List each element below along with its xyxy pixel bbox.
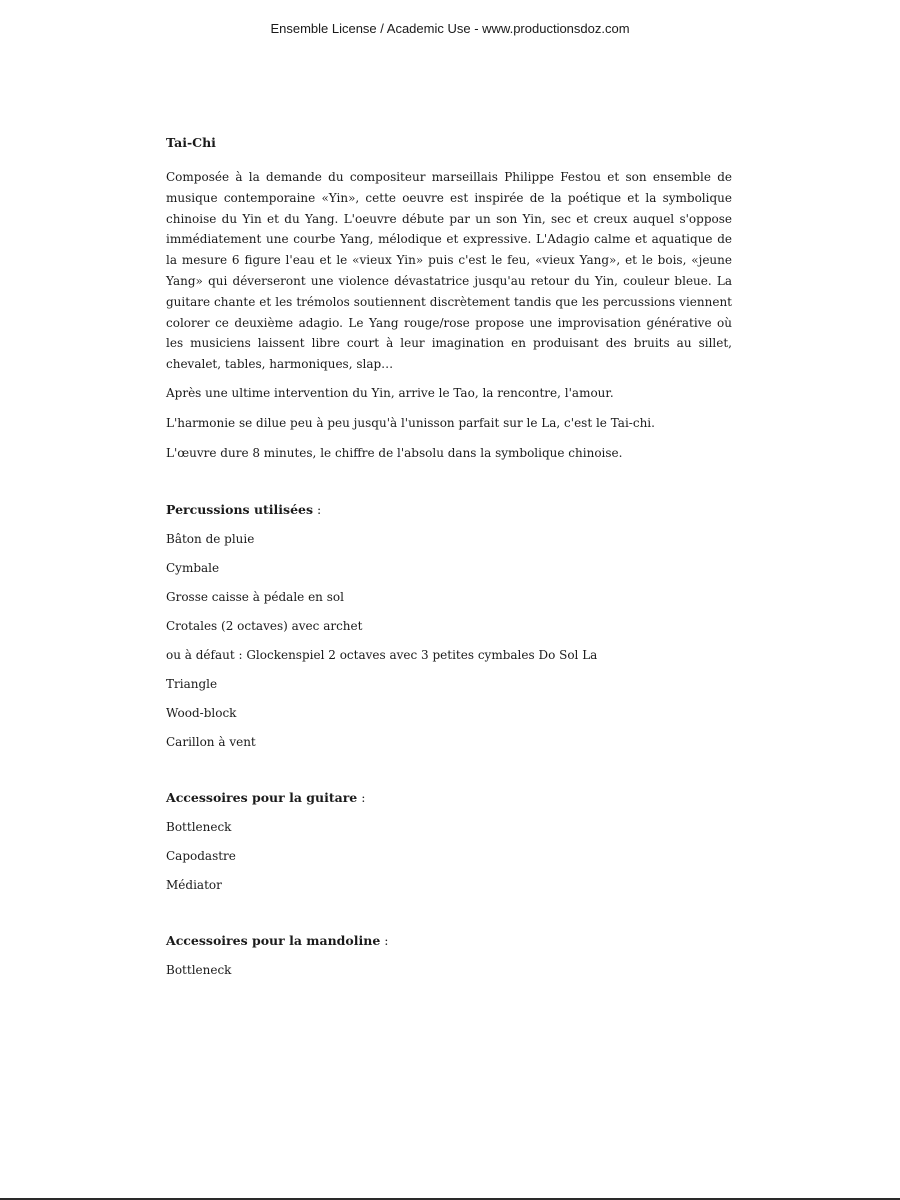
mandolin-accessories-heading xyxy=(166,932,732,950)
list-item: Carillon à vent xyxy=(166,735,256,750)
description-paragraph: L'harmonie se dilue peu à peu jusqu'à l'unisson parfait sur le La, c'est le Tai-chi. xyxy=(166,415,655,430)
list-item: Bottleneck xyxy=(166,820,232,835)
list-item: Capodastre xyxy=(166,849,236,864)
percussions-heading xyxy=(166,501,732,519)
list-item: Triangle xyxy=(166,677,218,692)
list-item: Cymbale xyxy=(166,561,220,576)
mandolin-accessories-heading-label: Accessoires pour la mandoline xyxy=(166,933,381,949)
list-item: Bâton de pluie xyxy=(166,532,255,547)
percussions-section xyxy=(166,501,732,751)
guitar-accessories-heading xyxy=(166,789,732,807)
list-item: Médiator xyxy=(166,878,222,893)
program-notes xyxy=(166,134,732,990)
guitar-accessories-section xyxy=(166,789,732,894)
list-item: Bottleneck xyxy=(166,963,232,978)
license-header: Ensemble License / Academic Use - www.productionsdoz.com xyxy=(270,21,630,36)
mandolin-accessories-section xyxy=(166,932,732,979)
guitar-accessories-heading-label: Accessoires pour la guitare xyxy=(166,790,358,806)
list-item: ou à défaut : Glockenspiel 2 octaves avec 3 petites cymbales Do Sol La xyxy=(166,648,598,663)
heading-colon: : xyxy=(357,790,366,806)
description-paragraph: Composée à la demande du compositeur marseillais Philippe Festou et son ensemble de musique contemporaine «Yin», cette oeuvre est inspirée de la poétique et la symbolique chinoise du Yin et du Yang. L'oeuvre débute par un son Yin, sec et creux auquel s'oppose immédiatement une courbe Yang, mélodique et expressive. L'Adagio calme et aquatique de la mesure 6 figure l'eau et le «vieux Yin» puis c'est le feu, «vieux Yang», et le bois, «jeune Yang» qui déverseront une violence dévastatrice jusqu'au retour du Yin, couleur bleue. La guitare chante et les trémolos soutiennent discrètement tandis que les percussions viennent colorer ce deuxième adagio. Le Yang rouge/rose propose une improvisation générative où les musiciens laissent libre court à leur imagination en produisant des bruits au sillet, chevalet, tables, harmoniques, slap… xyxy=(166,170,732,372)
duration-paragraph: L'œuvre dure 8 minutes, le chiffre de l'absolu dans la symbolique chinoise. xyxy=(166,445,623,460)
list-item: Crotales (2 octaves) avec archet xyxy=(166,619,363,634)
list-item: Wood-block xyxy=(166,706,237,721)
piece-title: Tai-Chi xyxy=(166,135,216,150)
list-item: Grosse caisse à pédale en sol xyxy=(166,590,344,605)
heading-colon: : xyxy=(380,933,389,949)
description-paragraph: Après une ultime intervention du Yin, arrive le Tao, la rencontre, l'amour. xyxy=(166,385,614,400)
percussions-heading-label: Percussions utilisées xyxy=(166,502,314,518)
heading-colon: : xyxy=(313,502,322,518)
